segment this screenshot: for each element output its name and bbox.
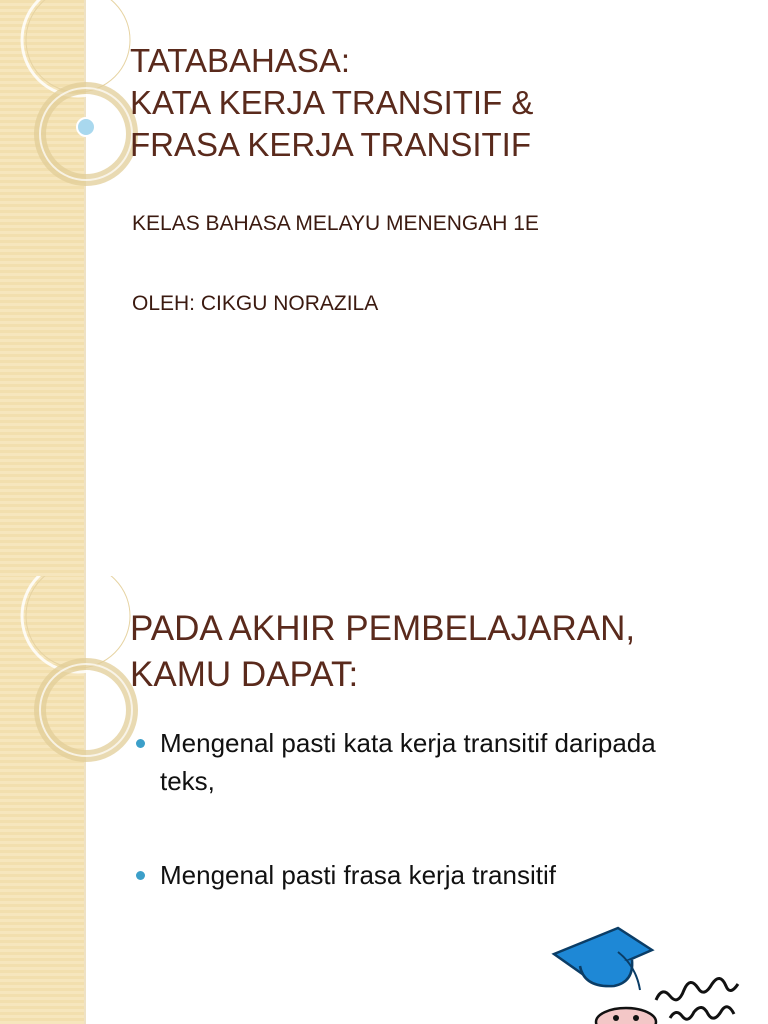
subtitle-class: KELAS BAHASA MELAYU MENENGAH 1E: [132, 212, 539, 235]
bullet-icon: [136, 871, 145, 880]
title-line: TATABAHASA:: [130, 42, 351, 79]
graduation-cap-clipart-icon: [540, 926, 768, 1024]
subtitle-author: OLEH: CIKGU NORAZILA: [132, 292, 379, 315]
bullet-text: Mengenal pasti kata kerja transitif daripada teks,: [160, 728, 656, 796]
title-line: KATA KERJA TRANSITIF &: [130, 84, 534, 121]
slide-1-title: [130, 40, 533, 166]
title-line: KAMU DAPAT:: [130, 655, 359, 694]
title-line: FRASA KERJA TRANSITIF: [130, 126, 531, 163]
list-item: [132, 724, 692, 800]
bullet-text: Mengenal pasti frasa kerja transitif: [160, 860, 556, 890]
bullet-icon: [136, 739, 145, 748]
title-line: PADA AKHIR PEMBELAJARAN,: [130, 609, 636, 648]
slide-2: [0, 576, 768, 1024]
slide-2-title: [130, 606, 635, 698]
objectives-list: [132, 724, 692, 950]
list-item: [132, 856, 692, 894]
